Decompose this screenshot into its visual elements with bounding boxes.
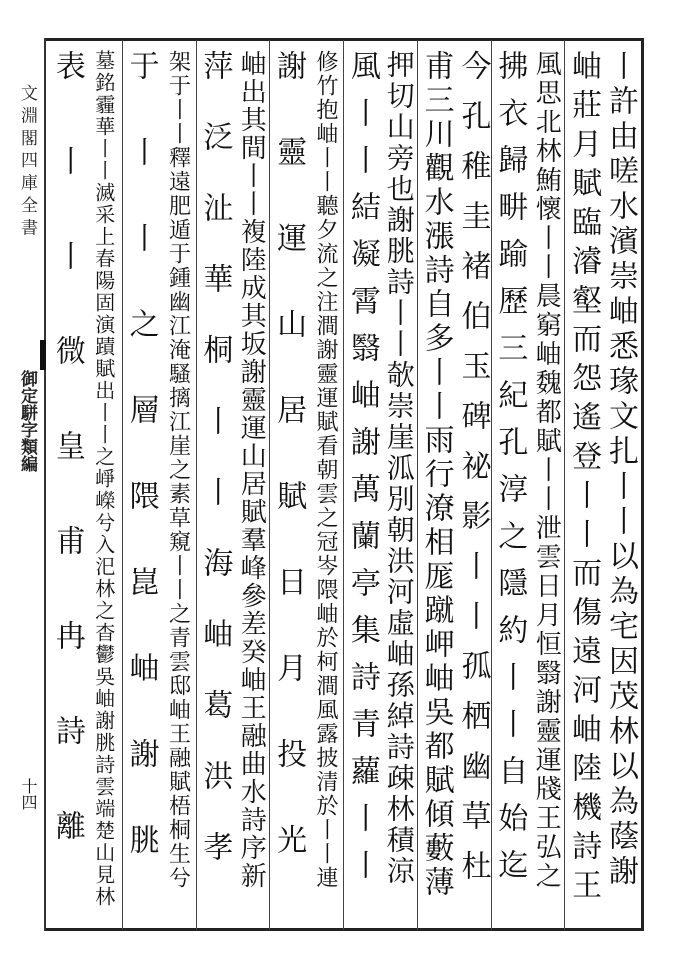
right-border-rule bbox=[641, 38, 644, 931]
page-margin-strip bbox=[6, 40, 42, 928]
left-border-rule bbox=[44, 38, 46, 931]
column-divider bbox=[269, 40, 270, 930]
text-column bbox=[417, 50, 454, 920]
column-text: 于丨丨之層隈崑岫謝朓 bbox=[123, 50, 159, 910]
column-divider bbox=[122, 40, 123, 930]
column-text: 架于丨丨釋遠肥遁于鍾幽江淹騷摛江崖之素草窺丨丨之青雲邸岫王融賦梧桐生兮 bbox=[165, 50, 191, 890]
fishtail-mark bbox=[40, 340, 46, 370]
margin-book-title: 御定駢字類編 bbox=[17, 370, 37, 472]
page-number: 十四 bbox=[19, 778, 38, 810]
column-text: 押切山旁也謝朓詩丨丨欹崇崖泒別朝洪河虛岫孫綽詩疎林積涼 bbox=[382, 50, 416, 887]
text-column bbox=[48, 50, 85, 920]
column-text: 謝靈運山居賦日月投光 bbox=[271, 50, 307, 910]
text-column bbox=[196, 50, 233, 920]
column-text: 風思北林鮪懷丨丨晨窮岫魏都賦丨丨泄雲日月恒翳謝靈運牋王弘之 bbox=[531, 50, 562, 891]
column-text: 甫三川觀水漲詩自多丨丨雨行潦相厖蹴岬岫吳都賦傾藪薄 bbox=[418, 50, 454, 900]
column-text: 表丨丨微皇甫冉詩離 bbox=[49, 50, 85, 905]
text-column bbox=[491, 50, 528, 920]
column-text: 修竹抱岫丨丨聽夕流之注澗謝靈運賦看朝雲之冠岑隈岫於柯澗風露披清於丨丨連 bbox=[313, 50, 338, 890]
column-divider bbox=[417, 40, 418, 930]
text-column bbox=[380, 50, 417, 920]
column-text: 風丨丨結凝霄翳岫謝萬蘭亭集詩青蘿丨丨 bbox=[344, 50, 380, 896]
bottom-border-rule bbox=[44, 928, 644, 931]
text-column bbox=[564, 50, 601, 920]
column-text: 岫莊月賦臨濬壑而怨遙登丨丨而傷遠河岫陸機詩王 bbox=[566, 50, 602, 908]
text-column bbox=[306, 50, 343, 920]
text-column bbox=[232, 50, 269, 920]
column-text: 岫出其間丨丨複陸成其坂謝靈運山居賦羣峰參差癸岫王融曲水詩序新 bbox=[236, 50, 267, 890]
text-column bbox=[343, 50, 380, 920]
text-column bbox=[269, 50, 306, 920]
column-text: 萍泛沚華桐丨丨海岫葛洪孝 bbox=[197, 50, 233, 902]
text-column bbox=[454, 50, 491, 920]
margin-collection-title: 文 淵 閣 四 庫 全 書 bbox=[17, 84, 37, 236]
column-text: 拂衣歸畊踰歷三紀孔淳之隱約丨丨自始迄 bbox=[492, 50, 528, 896]
top-border-rule bbox=[44, 38, 644, 41]
text-column bbox=[122, 50, 159, 920]
text-column bbox=[601, 50, 638, 920]
column-text: 丨許由嗟水濱崇岫悉瑑文扎丨丨以為宅因茂林以為蔭謝 bbox=[603, 50, 638, 890]
column-divider bbox=[196, 40, 197, 930]
text-column bbox=[159, 50, 196, 920]
column-divider bbox=[343, 40, 344, 930]
text-column bbox=[85, 50, 122, 920]
column-divider bbox=[564, 40, 565, 930]
column-text: 墓銘霾華丨丨滅采上春陽固演蹟賦出丨丨之崢嶸兮入汜林之杳鬱吳岫謝朓詩雲端楚山見林 bbox=[91, 50, 116, 908]
text-column bbox=[527, 50, 564, 920]
column-text: 今孔稚圭褚伯玉碑祕影丨丨孤栖幽草杜 bbox=[455, 50, 491, 900]
